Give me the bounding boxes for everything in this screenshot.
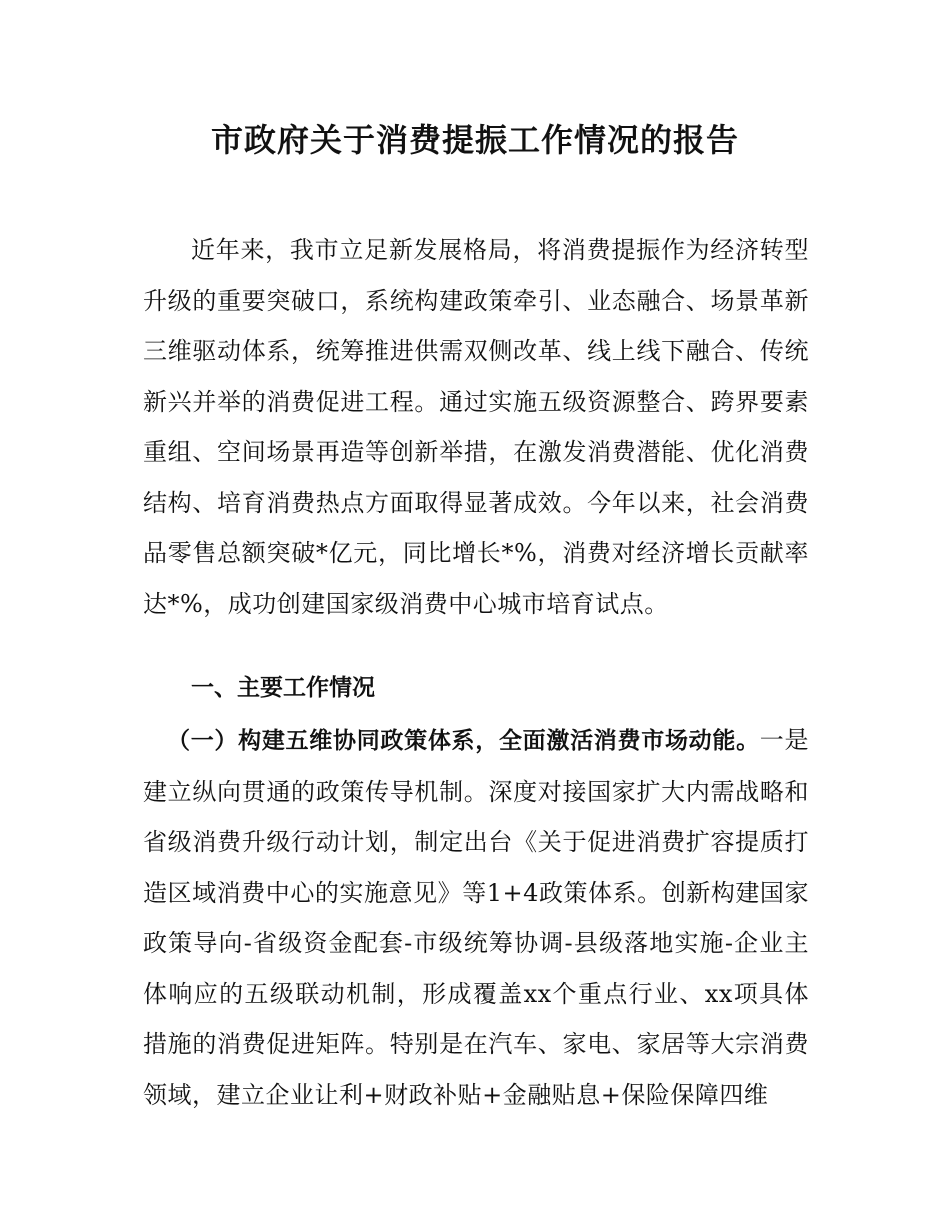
section-paragraph [143, 715, 809, 1120]
intro-paragraph: 近年来，我市立足新发展格局，将消费提振作为经济转型升级的重要突破口，系统构建政策牵引、业态融合、场景革新三维驱动体系，统筹推进供需双侧改革、线上线下融合、传统新兴并举的消费促进工程。通过实施五级资源整合、跨界要素重组、空间场景再造等创新举措，在激发消费潜能、优化消费结构、培育消费热点方面取得显著成效。今年以来，社会消费品零售总额突破*亿元，同比增长*%，消费对经济增长贡献率达*%，成功创建国家级消费中心城市培育试点。 [143, 236, 809, 618]
subsection-body: 一是建立纵向贯通的政策传导机制。深度对接国家扩大内需战略和省级消费升级行动计划，制定出台《关于促进消费扩容提质打造区域消费中心的实施意见》等1+4政策体系。创新构建国家政策导向-省级资金配套-市级统筹协调-县级落地实施-企业主体响应的五级联动机制，形成覆盖xx个重点行业、xx项具体措施的消费促进矩阵。特别是在汽车、家电、家居等大宗消费领域，建立企业让利+财政补贴+金融贴息+保险保障四维 [143, 726, 810, 1109]
section-heading: 一、主要工作情况 [191, 675, 375, 701]
subsection-heading: （一）构建五维协同政策体系，全面激活消费市场动能。 [167, 728, 760, 754]
document-title: 市政府关于消费提振工作情况的报告 [210, 121, 739, 159]
